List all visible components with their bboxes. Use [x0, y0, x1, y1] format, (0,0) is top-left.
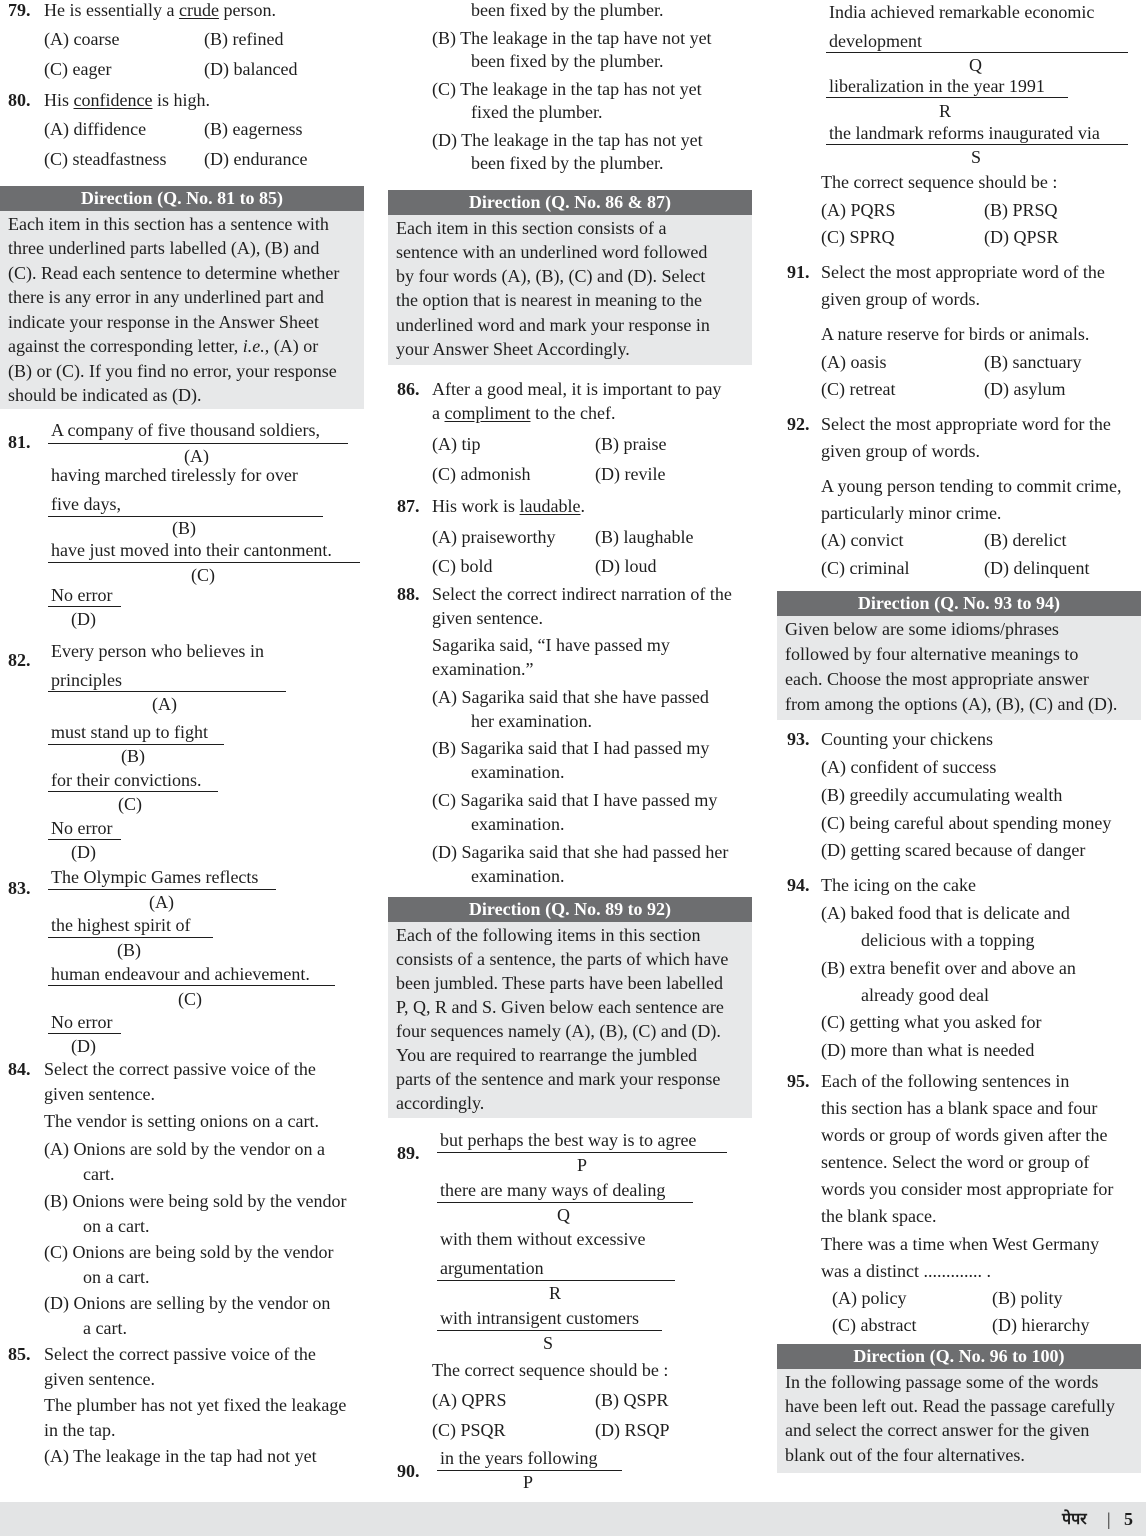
option-c[interactable]: (C) criminal — [821, 558, 910, 578]
question-number: 91. — [787, 262, 810, 282]
option-c[interactable]: (C) steadfastness — [44, 149, 167, 169]
option-a[interactable]: (A) confident of success — [821, 757, 997, 777]
option-c[interactable]: (C) abstract — [832, 1315, 917, 1335]
direction-line: the option that is nearest in meaning to the — [396, 290, 702, 310]
direction-line: followed by four alternative meanings to — [785, 644, 1079, 664]
given-sentence: in the tap. — [44, 1420, 116, 1440]
direction-line: You are required to rearrange the jumbled — [396, 1045, 698, 1065]
question-text: His confidence is high. — [44, 90, 210, 110]
question-number: 86. — [397, 379, 420, 399]
part-label: (D) — [71, 1036, 96, 1056]
option-b[interactable]: (B) QSPR — [595, 1390, 669, 1410]
question-number: 95. — [787, 1071, 810, 1091]
option-d[interactable]: (D) loud — [595, 556, 657, 576]
question-text: His work is laudable. — [432, 496, 585, 516]
question-number: 93. — [787, 729, 810, 749]
part-b[interactable]: having marched tirelessly for over — [51, 465, 298, 485]
question-text: Select the correct indirect narration of the — [432, 584, 732, 604]
option-c[interactable]: (C) Sagarika said that I have passed my — [432, 790, 718, 810]
underline — [437, 1470, 622, 1471]
option-d[interactable]: (D) revile — [595, 464, 666, 484]
direction-line: Each of the following items in this section — [396, 925, 701, 945]
underline — [48, 985, 335, 986]
option-a[interactable]: (A) baked food that is delicate and — [821, 903, 1070, 923]
direction-line: each. Choose the most appropriate answer — [785, 669, 1089, 689]
question-number: 87. — [397, 496, 420, 516]
option-c[interactable]: examination. — [471, 814, 565, 834]
question-number: 94. — [787, 875, 810, 895]
part-c[interactable]: human endeavour and achievement. — [51, 964, 310, 984]
given-sentence: The vendor is setting onions on a cart. — [44, 1111, 319, 1131]
option-b[interactable]: (B) polity — [992, 1288, 1063, 1308]
question-text: a compliment to the chef. — [432, 403, 616, 423]
option-b[interactable]: (B) extra benefit over and above an — [821, 958, 1076, 978]
direction-body — [777, 616, 1141, 720]
option-d[interactable]: a cart. — [83, 1318, 127, 1338]
part-label: (B) — [117, 940, 141, 960]
underline — [48, 1033, 121, 1034]
part-b[interactable]: the highest spirit of — [51, 915, 191, 935]
question-number: 89. — [397, 1143, 420, 1163]
option-a[interactable]: (A) oasis — [821, 352, 887, 372]
direction-line: In the following passage some of the words — [785, 1372, 1099, 1392]
direction-line: there is any error in any underlined part and — [8, 287, 324, 307]
given-sentence: The plumber has not yet fixed the leakage — [44, 1395, 347, 1415]
question-number: 85. — [8, 1344, 31, 1364]
direction-body — [388, 215, 752, 365]
underline — [48, 606, 121, 607]
question-text: words you consider most appropriate for — [821, 1179, 1114, 1199]
direction-line: (C). Read each sentence to determine whether — [8, 263, 340, 283]
question-number: 80. — [8, 90, 31, 110]
part-label: (A) — [149, 892, 174, 912]
direction-header: Direction (Q. No. 93 to 94) — [777, 591, 1141, 616]
direction-line: Each item in this section has a sentence with — [8, 214, 329, 234]
direction-line: P, Q, R and S. Given below each sentence are — [396, 997, 724, 1017]
part-r[interactable]: liberalization in the year 1991 — [829, 76, 1045, 96]
underline — [437, 1330, 662, 1331]
option-b[interactable]: (B) Sagarika said that I had passed my — [432, 738, 710, 758]
direction-line: indicate your response in the Answer Sheet — [8, 312, 319, 332]
part-a[interactable]: The Olympic Games reflects — [51, 867, 259, 887]
option-a[interactable]: (A) QPRS — [432, 1390, 507, 1410]
question-text: given sentence. — [432, 608, 543, 628]
option-c[interactable]: (C) The leakage in the tap has not yet — [432, 79, 702, 99]
direction-line: from among the options (A), (B), (C) and (D). — [785, 694, 1118, 714]
question-text: Select the most appropriate word for the — [821, 414, 1111, 434]
part-r[interactable]: with them without excessive — [440, 1229, 646, 1249]
direction-line: been jumbled. These parts have been labelled — [396, 973, 724, 993]
part-c[interactable]: have just moved into their cantonment. — [51, 540, 332, 560]
question-text: given sentence. — [44, 1084, 155, 1104]
part-s[interactable]: with intransigent customers — [440, 1308, 639, 1328]
part-b[interactable]: must stand up to fight — [51, 722, 208, 742]
option-d[interactable]: (D) The leakage in the tap has not yet — [432, 130, 703, 150]
part-d[interactable]: No error — [51, 1012, 113, 1032]
option-c[interactable]: (C) Onions are being sold by the vendor — [44, 1242, 334, 1262]
question-text: sentence. Select the word or group of — [821, 1152, 1090, 1172]
given-sentence: Sagarika said, “I have passed my — [432, 635, 670, 655]
option-a[interactable]: (A) praiseworthy — [432, 527, 556, 547]
option-c[interactable]: (C) eager — [44, 59, 112, 79]
direction-line: blank out of the four alternatives. — [785, 1445, 1025, 1465]
direction-line: consists of a sentence, the parts of which have — [396, 949, 729, 969]
direction-line: Given below are some idioms/phrases — [785, 619, 1059, 639]
option-b[interactable]: (B) laughable — [595, 527, 694, 547]
option-b[interactable]: (B) Onions were being sold by the vendor — [44, 1191, 347, 1211]
part-label: Q — [969, 55, 982, 75]
option-d[interactable]: (D) asylum — [984, 379, 1066, 399]
underline — [48, 839, 121, 840]
part-d[interactable]: No error — [51, 818, 113, 838]
option-a[interactable]: (A) diffidence — [44, 119, 147, 139]
option-a[interactable]: cart. — [83, 1164, 115, 1184]
given-sentence: A young person tending to commit crime, — [821, 476, 1122, 496]
direction-line: underlined word and mark your response in — [396, 315, 710, 335]
option-a[interactable]: (A) convict — [821, 530, 904, 550]
direction-body — [388, 922, 752, 1118]
option-a[interactable]: her examination. — [471, 711, 592, 731]
question-text: given group of words. — [821, 289, 980, 309]
direction-line: sentence with an underlined word followed — [396, 242, 708, 262]
part-p[interactable]: in the years following — [440, 1448, 598, 1468]
option-a[interactable]: (A) PQRS — [821, 200, 896, 220]
underline — [826, 52, 1128, 53]
underline — [48, 562, 360, 563]
option-d[interactable]: examination. — [471, 866, 565, 886]
direction-header: Direction (Q. No. 86 & 87) — [388, 190, 752, 215]
direction-line: Each item in this section consists of a — [396, 218, 667, 238]
option-d[interactable]: (D) hierarchy — [992, 1315, 1090, 1335]
option-c[interactable]: fixed the plumber. — [471, 102, 603, 122]
part-label: R — [939, 101, 952, 121]
option-c[interactable]: (C) SPRQ — [821, 227, 895, 247]
part-label: (C) — [191, 565, 215, 585]
option-a[interactable]: (A) coarse — [44, 29, 120, 49]
question-number: 79. — [8, 0, 31, 20]
question-number: 81. — [8, 432, 31, 452]
question-text: After a good meal, it is important to pay — [432, 379, 722, 399]
direction-header: Direction (Q. No. 89 to 92) — [388, 897, 752, 922]
part-a[interactable]: A company of five thousand soldiers, — [51, 420, 320, 440]
option-c[interactable]: (C) getting what you asked for — [821, 1012, 1042, 1032]
option-b[interactable]: examination. — [471, 762, 565, 782]
question-text: the blank space. — [821, 1206, 937, 1226]
part-p[interactable]: but perhaps the best way is to agree — [440, 1130, 697, 1150]
part-q[interactable]: there are many ways of dealing — [440, 1180, 666, 1200]
direction-line: by four words (A), (B), (C) and (D). Select — [396, 266, 706, 286]
part-s[interactable]: the landmark reforms inaugurated via — [829, 123, 1100, 143]
question-text: He is essentially a crude person. — [44, 0, 276, 20]
part-label: S — [543, 1333, 554, 1353]
option-d[interactable]: (D) endurance — [204, 149, 308, 169]
option-b[interactable]: (B) sanctuary — [984, 352, 1082, 372]
part-a[interactable]: principles — [51, 670, 122, 690]
option-d[interactable]: (D) Onions are selling by the vendor on — [44, 1293, 331, 1313]
direction-line: and select the correct answer for the given — [785, 1420, 1090, 1440]
direction-line: have been left out. Read the passage carefully — [785, 1396, 1115, 1416]
option-a[interactable]: (A) Sagarika said that she have passed — [432, 687, 709, 707]
question-text: Each of the following sentences in — [821, 1071, 1070, 1091]
sequence-prompt: The correct sequence should be : — [821, 172, 1058, 192]
underline — [826, 97, 1068, 98]
part-b[interactable]: five days, — [51, 494, 121, 514]
given-sentence: A nature reserve for birds or animals. — [821, 324, 1090, 344]
direction-header: Direction (Q. No. 96 to 100) — [777, 1344, 1141, 1369]
option-d[interactable]: (D) QPSR — [984, 227, 1059, 247]
option-a[interactable]: (A) policy — [832, 1288, 907, 1308]
option-b[interactable]: already good deal — [861, 985, 989, 1005]
underline — [48, 889, 276, 890]
option-d[interactable]: (D) more than what is needed — [821, 1040, 1035, 1060]
option-d[interactable]: (D) Sagarika said that she had passed her — [432, 842, 729, 862]
question-text: Select the correct passive voice of the — [44, 1059, 316, 1079]
option-d[interactable]: (D) delinquent — [984, 558, 1090, 578]
part-label: P — [523, 1472, 534, 1492]
part-q[interactable]: development — [829, 31, 922, 51]
footer-label: पेपर — [1062, 1509, 1087, 1528]
option-a[interactable]: (A) Onions are sold by the vendor on a — [44, 1139, 325, 1159]
part-label: (D) — [71, 609, 96, 629]
option-c[interactable]: (C) PSQR — [432, 1420, 506, 1440]
question-text: given sentence. — [44, 1369, 155, 1389]
question-number: 82. — [8, 650, 31, 670]
part-label: (D) — [71, 842, 96, 862]
part-label: (A) — [152, 694, 177, 714]
underline — [437, 1152, 727, 1153]
question-number: 88. — [397, 584, 420, 604]
option-b[interactable]: (B) derelict — [984, 530, 1067, 550]
option-b[interactable]: been fixed by the plumber. — [471, 51, 664, 71]
option-c[interactable]: (C) admonish — [432, 464, 531, 484]
option-b[interactable]: (B) eagerness — [204, 119, 303, 139]
given-sentence: examination.” — [432, 659, 534, 679]
option-c[interactable]: (C) retreat — [821, 379, 896, 399]
option-a[interactable]: (A) tip — [432, 434, 481, 454]
part-c[interactable]: for their convictions. — [51, 770, 202, 790]
direction-body — [0, 211, 364, 409]
option-a[interactable]: been fixed by the plumber. — [471, 0, 664, 20]
underline — [48, 691, 286, 692]
question-text: words or group of words given after the — [821, 1125, 1108, 1145]
direction-line: against the corresponding letter, i.e., (A) or — [8, 336, 319, 356]
part-a[interactable]: Every person who believes in — [51, 641, 264, 661]
option-d[interactable]: (D) RSQP — [595, 1420, 670, 1440]
underline — [48, 744, 224, 745]
direction-header: Direction (Q. No. 81 to 85) — [0, 186, 364, 211]
part-label: (C) — [118, 794, 142, 814]
underline — [48, 443, 348, 444]
direction-line: three underlined parts labelled (A), (B) and — [8, 238, 320, 258]
part-label: (C) — [178, 989, 202, 1009]
option-d[interactable]: (D) getting scared because of danger — [821, 840, 1086, 860]
direction-line: accordingly. — [396, 1093, 485, 1113]
question-number: 84. — [8, 1059, 31, 1079]
part-r[interactable]: argumentation — [440, 1258, 544, 1278]
option-b[interactable]: (B) praise — [595, 434, 667, 454]
direction-line: four sequences namely (A), (B), (C) and (D). — [396, 1021, 721, 1041]
option-c[interactable]: (C) being careful about spending money — [821, 813, 1112, 833]
part-label: S — [971, 147, 982, 167]
underline — [48, 791, 218, 792]
direction-line: should be indicated as (D). — [8, 385, 202, 405]
given-sentence: was a distinct ............. . — [821, 1261, 991, 1281]
option-d[interactable]: been fixed by the plumber. — [471, 153, 664, 173]
option-b[interactable]: (B) greedily accumulating wealth — [821, 785, 1063, 805]
given-sentence: There was a time when West Germany — [821, 1234, 1100, 1254]
underline — [48, 937, 213, 938]
part-d[interactable]: No error — [51, 585, 113, 605]
option-c[interactable]: on a cart. — [83, 1267, 150, 1287]
question-number: 83. — [8, 878, 31, 898]
part-q[interactable]: India achieved remarkable economic — [829, 2, 1095, 22]
question-text: this section has a blank space and four — [821, 1098, 1098, 1118]
question-text: Select the correct passive voice of the — [44, 1344, 316, 1364]
direction-line: (B) or (C). If you find no error, your response — [8, 361, 337, 381]
option-b[interactable]: (B) PRSQ — [984, 200, 1058, 220]
underline — [48, 516, 323, 517]
direction-body — [777, 1369, 1141, 1473]
part-label: (B) — [172, 518, 196, 538]
page-footer — [0, 1502, 1146, 1536]
part-label: R — [549, 1283, 562, 1303]
option-b[interactable]: (B) refined — [204, 29, 284, 49]
option-a[interactable]: delicious with a topping — [861, 930, 1035, 950]
option-d[interactable]: (D) balanced — [204, 59, 298, 79]
question-text: Select the most appropriate word of the — [821, 262, 1105, 282]
question-text: Counting your chickens — [821, 729, 993, 749]
direction-line: parts of the sentence and mark your response — [396, 1069, 721, 1089]
given-sentence: particularly minor crime. — [821, 503, 1002, 523]
part-label: P — [577, 1155, 588, 1175]
question-number: 92. — [787, 414, 810, 434]
underline — [437, 1280, 675, 1281]
footer-separator: | — [1107, 1509, 1111, 1529]
underline — [826, 144, 1128, 145]
option-b[interactable]: (B) The leakage in the tap have not yet — [432, 28, 712, 48]
sequence-prompt: The correct sequence should be : — [432, 1360, 669, 1380]
question-number: 90. — [397, 1461, 420, 1481]
part-label: (B) — [121, 746, 145, 766]
part-label: (A) — [184, 446, 209, 466]
question-text: given group of words. — [821, 441, 980, 461]
question-text: The icing on the cake — [821, 875, 976, 895]
option-a[interactable]: (A) The leakage in the tap had not yet — [44, 1446, 317, 1466]
page-number: 5 — [1124, 1509, 1133, 1529]
part-label: Q — [557, 1205, 570, 1225]
option-c[interactable]: (C) bold — [432, 556, 493, 576]
option-b[interactable]: on a cart. — [83, 1216, 150, 1236]
direction-line: your Answer Sheet Accordingly. — [396, 339, 630, 359]
underline — [437, 1202, 693, 1203]
